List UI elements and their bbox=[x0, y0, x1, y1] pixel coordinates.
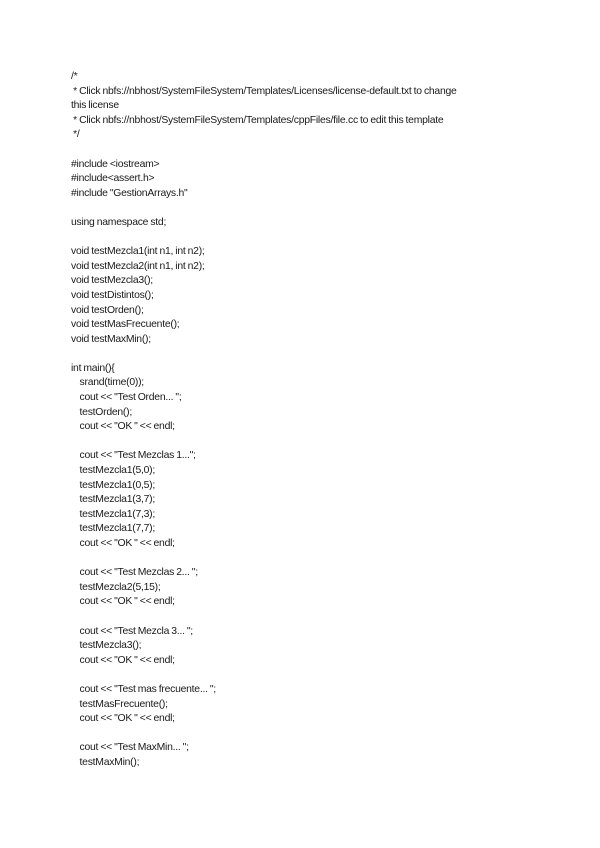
code-line bbox=[71, 347, 541, 362]
code-line: cout << "OK " << endl; bbox=[71, 654, 175, 666]
code-line bbox=[71, 668, 541, 683]
code-line: cout << "OK " << endl; bbox=[71, 596, 175, 608]
code-line: cout << "Test mas frecuente... "; bbox=[71, 683, 216, 695]
code-line: void testMaxMin(); bbox=[71, 333, 151, 345]
code-line: srand(time(0)); bbox=[71, 377, 144, 389]
code-line: this license bbox=[71, 100, 119, 112]
code-line: #include "GestionArrays.h" bbox=[71, 187, 188, 199]
source-code-block bbox=[71, 70, 541, 771]
code-line: testMezcla1(5,0); bbox=[71, 465, 155, 477]
code-line bbox=[71, 727, 541, 742]
code-line: cout << "Test Orden... "; bbox=[71, 392, 182, 404]
code-line: */ bbox=[71, 129, 80, 141]
code-line bbox=[71, 610, 541, 625]
code-line: testMezcla1(7,3); bbox=[71, 508, 155, 520]
code-line: * Click nbfs://nbhost/SystemFileSystem/Templates/cppFiles/file.cc to edit this template bbox=[71, 114, 444, 126]
code-line: void testOrden(); bbox=[71, 304, 144, 316]
code-line bbox=[71, 435, 541, 450]
code-line: void testMezcla3(); bbox=[71, 275, 153, 287]
code-line bbox=[71, 201, 541, 216]
code-line: cout << "Test Mezclas 2... "; bbox=[71, 567, 198, 579]
code-line: testMezcla1(7,7); bbox=[71, 523, 155, 535]
code-line: testMezcla2(5,15); bbox=[71, 581, 161, 593]
code-line: testOrden(); bbox=[71, 406, 132, 418]
code-line: using namespace std; bbox=[71, 216, 167, 228]
code-line bbox=[71, 143, 541, 158]
code-line: #include <iostream> bbox=[71, 158, 160, 170]
code-line bbox=[71, 231, 541, 246]
code-line: testMasFrecuente(); bbox=[71, 698, 168, 710]
code-line bbox=[71, 552, 541, 567]
code-line: cout << "Test Mezclas 1..."; bbox=[71, 450, 196, 462]
code-line: testMezcla1(3,7); bbox=[71, 494, 155, 506]
code-line: void testMezcla2(int n1, int n2); bbox=[71, 260, 205, 272]
code-line: void testMasFrecuente(); bbox=[71, 319, 180, 331]
code-line: cout << "OK " << endl; bbox=[71, 713, 175, 725]
code-line: cout << "Test MaxMin... "; bbox=[71, 742, 189, 754]
code-line: /* bbox=[71, 71, 78, 82]
code-line: cout << "OK " << endl; bbox=[71, 421, 175, 433]
code-line: void testMezcla1(int n1, int n2); bbox=[71, 246, 205, 258]
code-line: testMezcla1(0,5); bbox=[71, 479, 155, 491]
code-line: * Click nbfs://nbhost/SystemFileSystem/Templates/Licenses/license-default.txt to change bbox=[71, 85, 457, 97]
code-line: #include<assert.h> bbox=[71, 173, 155, 185]
code-line: testMaxMin(); bbox=[71, 756, 140, 768]
code-line: cout << "OK " << endl; bbox=[71, 538, 175, 549]
code-line: void testDistintos(); bbox=[71, 289, 154, 301]
code-line: testMezcla3(); bbox=[71, 640, 142, 652]
code-line: int main(){ bbox=[71, 362, 115, 374]
code-line: cout << "Test Mezcla 3... "; bbox=[71, 625, 193, 637]
